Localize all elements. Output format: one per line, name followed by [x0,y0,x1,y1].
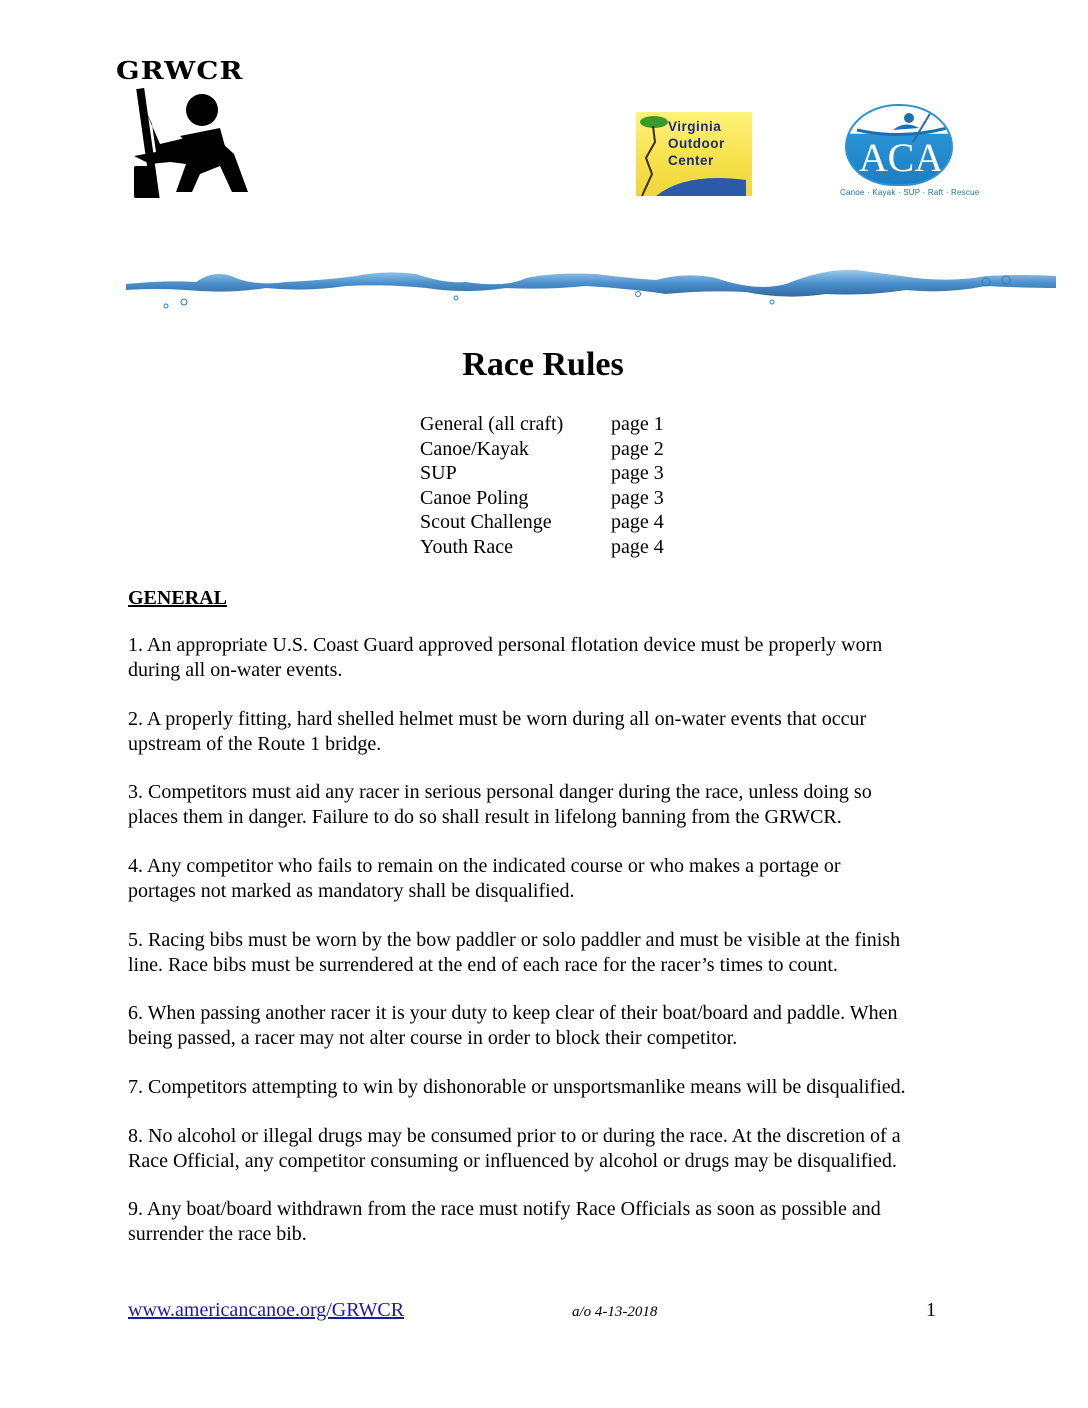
rule-item: 1. An appropriate U.S. Coast Guard approved personal flotation device must be properly worn during all on-water events. [128,634,883,681]
toc-label: Canoe/Kayak [420,437,529,460]
footer-revision-date: a/o 4-13-2018 [572,1304,658,1320]
toc-label: General (all craft) [420,413,564,435]
footer-website-link[interactable]: www.americancanoe.org/GRWCR [128,1299,405,1321]
toc-label: SUP [420,462,457,484]
toc-row [420,486,664,511]
rule-item: 5. Racing bibs must be worn by the bow paddler or solo paddler and must be visible at the finish line. Race bibs must be surrendered at the end of each race for the racer’s times to count. [128,929,901,976]
paddler-icon [130,84,260,198]
toc-row [420,412,664,437]
rule-item: 4. Any competitor who fails to remain on the indicated course or who makes a portage or portages not marked as mandatory shall be disqualified. [128,855,841,902]
toc-label: Scout Challenge [420,511,552,533]
footer-page-number: 1 [926,1299,936,1321]
toc-row [420,535,664,560]
toc-label: Canoe Poling [420,486,529,509]
toc-row [420,510,664,535]
rule-item: 9. Any boat/board withdrawn from the race must notify Race Officials as soon as possible and surrender the race bib. [128,1198,881,1245]
water-wave-icon [126,244,1056,324]
toc-row [420,461,664,486]
toc-page: page 2 [611,437,664,460]
aca-logo [840,104,980,200]
grwcr-logo-text: GRWCR [116,56,244,85]
section-heading-general: GENERAL [128,587,227,609]
toc-page: page 3 [611,462,664,484]
table-of-contents [420,412,664,559]
rule-item: 8. No alcohol or illegal drugs may be consumed prior to or during the race. At the discretion of a Race Official, any competitor consuming or influenced by alcohol or drugs may be disqualified. [128,1125,901,1172]
aca-tagline: Canoe · Kayak · SUP · Raft · Rescue [840,188,980,197]
toc-page: page 1 [611,413,664,435]
rule-item: 6. When passing another racer it is your duty to keep clear of their boat/board and paddle. When being passed, a racer may not alter course in order to block their competitor. [128,1002,898,1049]
toc-page: page 4 [611,511,664,533]
toc-row [420,437,664,462]
voc-line-1: Virginia [668,119,722,134]
rule-item: 7. Competitors attempting to win by dishonorable or unsportsmanlike means will be disqualified. [128,1076,906,1098]
toc-page: page 3 [611,486,664,509]
virginia-outdoor-center-logo [636,112,752,196]
page-title [0,345,1088,385]
voc-line-2: Outdoor [668,136,725,151]
voc-line-3: Center [668,153,714,168]
rule-item: 3. Competitors must aid any racer in serious personal danger during the race, unless doing so places them in danger. Failure to do so shall result in lifelong banning from the GRWCR. [128,781,872,828]
page-title-text: Race Rules [462,346,624,383]
toc-label: Youth Race [420,535,513,558]
aca-letters: ACA [858,135,944,180]
rule-item: 2. A properly fitting, hard shelled helmet must be worn during all on-water events that occur upstream of the Route 1 bridge. [128,708,867,755]
toc-page: page 4 [611,535,664,558]
